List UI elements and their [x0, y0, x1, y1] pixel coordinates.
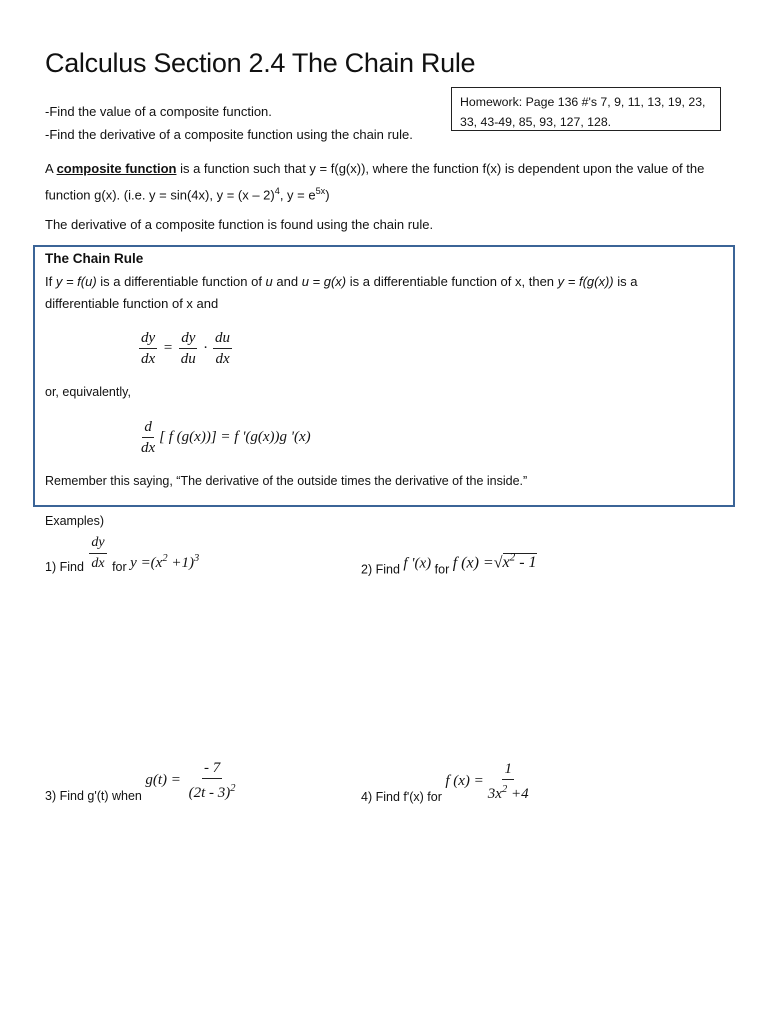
- composite-exp2: 5x: [315, 186, 326, 196]
- frac-dy-du: [179, 328, 198, 369]
- chain-rule-formula-prime: [137, 417, 311, 458]
- ex2-func: f (x) =: [452, 554, 494, 572]
- ex2-e: 2: [509, 552, 516, 564]
- equivalently-text: or, equivalently,: [45, 385, 131, 399]
- chain-rule-statement: [45, 271, 715, 315]
- ex4-den: 3x: [487, 786, 502, 802]
- composite-term: composite function: [56, 161, 177, 176]
- stmt-h: y = f(g(x)): [557, 274, 614, 289]
- frac-d-dx: [139, 417, 157, 458]
- composite-exp1: 4: [274, 186, 280, 196]
- formula1-eq: =: [162, 339, 174, 356]
- ex2-rad: x: [502, 554, 510, 572]
- stmt-e: and: [272, 274, 302, 289]
- page-title: Calculus Section 2.4 The Chain Rule: [45, 48, 476, 78]
- ex4-lhs: f (x) =: [445, 772, 484, 789]
- ex4-e: 2: [501, 784, 508, 795]
- example-4: [361, 759, 533, 804]
- frac3-den: dx: [215, 351, 230, 367]
- stmt-d: u: [265, 274, 273, 289]
- stmt-i: is a differentiable function of x and: [45, 274, 638, 311]
- stmt-c: is a differentiable function of: [96, 274, 266, 289]
- frac2-num: dy: [179, 328, 197, 349]
- ex1-den: dx: [91, 556, 105, 571]
- ex4-label: 4) Find f'(x) for: [361, 789, 442, 804]
- ex2-rest: - 1: [515, 554, 537, 572]
- ex2-radicand: [503, 553, 537, 571]
- ex2-find: 2) Find: [361, 562, 404, 577]
- objective-2: -Find the derivative of a composite function using the chain rule.: [45, 127, 413, 142]
- formula2-body: [ f (g(x))] = f '(g(x))g '(x): [159, 428, 311, 445]
- ex1-find: 1) Find: [45, 559, 88, 574]
- stmt-f: u = g(x): [301, 274, 347, 289]
- stmt-g: is a differentiable function of x, then: [346, 274, 558, 289]
- ex1-mid: +1): [167, 554, 194, 571]
- derivative-note: The derivative of a composite function is found using the chain rule.: [45, 217, 434, 232]
- composite-definition: [45, 158, 725, 206]
- ex2-fprime: f '(x): [403, 555, 432, 572]
- ex3-num: - 7: [202, 758, 222, 779]
- frac3-num: du: [213, 328, 232, 349]
- frac4-num: d: [142, 417, 154, 438]
- ex4-den-wrap: [486, 780, 531, 804]
- ex3-frac: [187, 758, 238, 803]
- composite-prefix: A: [45, 161, 57, 176]
- ex4-frac: [486, 759, 531, 804]
- ex1-num: dy: [89, 533, 106, 554]
- example-3: [45, 758, 240, 803]
- frac4-den: dx: [141, 440, 156, 456]
- composite-text: is a function such that y = f(g(x)), where the function f(x) is dependent upon the value of the function g(x). (i.e. y = sin(4x), y = (x – 2): [45, 161, 705, 203]
- ex1-frac: [89, 533, 106, 574]
- composite-end: ): [325, 187, 330, 203]
- ex1-func: y =(x: [130, 554, 163, 571]
- ex1-e2: 3: [193, 552, 200, 564]
- chain-rule-formula-leibniz: [137, 328, 234, 369]
- frac-du-dx: [213, 328, 232, 369]
- ex4-rest: +4: [507, 786, 529, 802]
- example-2: [361, 552, 537, 576]
- ex2-for: for: [434, 562, 453, 577]
- ex4-function: [445, 761, 532, 802]
- stmt-b: y = f(u): [55, 274, 97, 289]
- radical-icon: √: [493, 554, 503, 572]
- composite-mid: , y = e: [279, 187, 316, 203]
- chain-rule-saying: Remember this saying, “The derivative of the outside times the derivative of the inside.”: [45, 474, 528, 488]
- ex2-function: [453, 553, 537, 571]
- homework-box: Homework: Page 136 #'s 7, 9, 11, 13, 19, 23, 33, 43-49, 85, 93, 127, 128.: [451, 87, 721, 131]
- ex3-e: 2: [230, 783, 236, 794]
- ex3-lhs: g(t) =: [145, 771, 181, 788]
- objective-1: -Find the value of a composite function.: [45, 104, 272, 119]
- ex4-num: 1: [502, 759, 514, 780]
- examples-heading: Examples): [45, 514, 105, 528]
- frac1-num: dy: [139, 328, 157, 349]
- frac2-den: du: [180, 351, 196, 367]
- frac1-den: dx: [141, 351, 156, 367]
- ex3-den-wrap: [187, 779, 238, 803]
- chain-rule-heading: The Chain Rule: [45, 251, 144, 266]
- ex1-for: for: [108, 559, 131, 574]
- ex1-e1: 2: [162, 552, 168, 564]
- example-1: [45, 533, 199, 574]
- ex3-den: (2t - 3): [188, 785, 231, 801]
- formula1-dot: ·: [203, 339, 208, 356]
- ex3-function: [145, 760, 239, 801]
- stmt-a: If: [45, 274, 56, 289]
- ex3-label: 3) Find g'(t) when: [45, 788, 142, 803]
- frac-dy-dx: [139, 328, 157, 369]
- ex1-function: [130, 552, 200, 571]
